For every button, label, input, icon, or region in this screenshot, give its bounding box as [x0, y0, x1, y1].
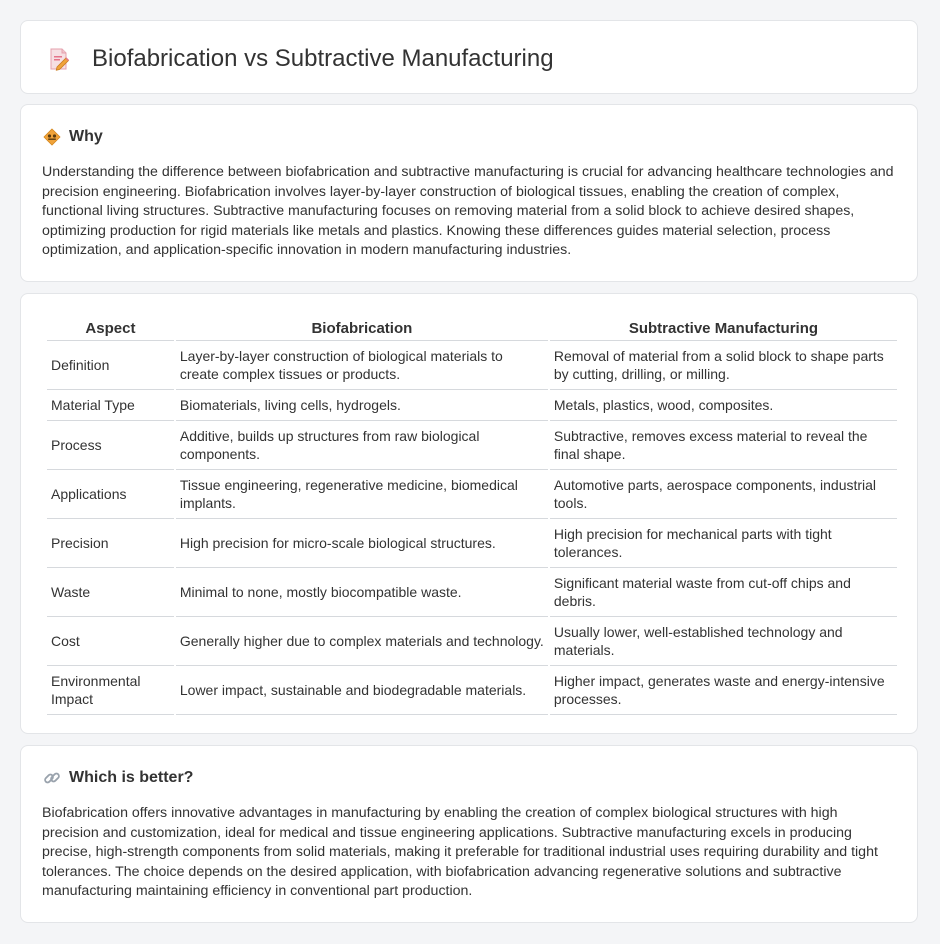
table-header-row: [47, 314, 897, 341]
table-row: [47, 341, 897, 390]
biofabrication-cell: Additive, builds up structures from raw biological components.: [176, 421, 548, 470]
better-heading-label: Which is better?: [69, 769, 194, 786]
biofabrication-cell: Generally higher due to complex materials and technology.: [176, 617, 548, 666]
header-subtractive: Subtractive Manufacturing: [550, 314, 897, 341]
biofabrication-cell: High precision for micro-scale biological structures.: [176, 519, 548, 568]
biofabrication-cell: Minimal to none, mostly biocompatible waste.: [176, 568, 548, 617]
aspect-cell: Waste: [47, 568, 174, 617]
why-heading: [43, 126, 103, 148]
table-row: [47, 421, 897, 470]
subtractive-cell: Removal of material from a solid block to shape parts by cutting, drilling, or milling.: [550, 341, 897, 390]
better-heading: [43, 767, 193, 789]
link-icon: [43, 769, 61, 787]
header-biofabrication: Biofabrication: [176, 314, 548, 341]
why-section: [20, 104, 918, 282]
diamond-sign-icon: [43, 128, 61, 146]
subtractive-cell: Higher impact, generates waste and energy-intensive processes.: [550, 666, 897, 715]
table-row: [47, 519, 897, 568]
header-aspect: Aspect: [47, 314, 174, 341]
better-text: Biofabrication offers innovative advantages in manufacturing by enabling the creation of complex biological structures with high precision and customization, ideal for medical and tissue engineering applications. Subtractive manufacturing excels in producing precise, high-strength components from solid materials, making it preferable for traditional industrial uses requiring durability and tight tolerances. The choice depends on the desired application, with biofabrication advancing regenerative solutions and subtractive manufacturing maintaining efficiency in conventional part production.: [42, 805, 878, 900]
comparison-table: [45, 314, 899, 715]
biofabrication-cell: Tissue engineering, regenerative medicine, biomedical implants.: [176, 470, 548, 519]
subtractive-cell: Usually lower, well-established technology and materials.: [550, 617, 897, 666]
why-text: Understanding the difference between biofabrication and subtractive manufacturing is crucial for advancing healthcare technologies and precision engineering. Biofabrication involves layer-by-layer construction of biological tissues, enabling the creation of complex, functional living structures. Subtractive manufacturing focuses on removing material from a solid block to achieve desired shapes, optimizing production for rigid materials like metals and plastics. Knowing these differences guides material selection, process optimization, and application-specific innovation in modern manufacturing industries.: [42, 164, 894, 259]
title-card: [20, 20, 918, 94]
biofabrication-cell: Biomaterials, living cells, hydrogels.: [176, 390, 548, 421]
biofabrication-cell: Lower impact, sustainable and biodegradable materials.: [176, 666, 548, 715]
aspect-cell: Environmental Impact: [47, 666, 174, 715]
which-is-better-section: [20, 745, 918, 923]
document-pencil-icon: [48, 47, 70, 71]
aspect-cell: Material Type: [47, 390, 174, 421]
aspect-cell: Precision: [47, 519, 174, 568]
table-row: [47, 666, 897, 715]
subtractive-cell: High precision for mechanical parts with tight tolerances.: [550, 519, 897, 568]
aspect-cell: Cost: [47, 617, 174, 666]
subtractive-cell: Significant material waste from cut-off chips and debris.: [550, 568, 897, 617]
aspect-cell: Applications: [47, 470, 174, 519]
biofabrication-cell: Layer-by-layer construction of biological materials to create complex tissues or products.: [176, 341, 548, 390]
table-row: [47, 617, 897, 666]
subtractive-cell: Subtractive, removes excess material to reveal the final shape.: [550, 421, 897, 470]
page-title: Biofabrication vs Subtractive Manufacturing: [92, 45, 554, 72]
table-row: [47, 470, 897, 519]
aspect-cell: Process: [47, 421, 174, 470]
table-row: [47, 390, 897, 421]
comparison-table-card: [20, 293, 918, 734]
subtractive-cell: Metals, plastics, wood, composites.: [550, 390, 897, 421]
why-heading-label: Why: [69, 128, 103, 145]
subtractive-cell: Automotive parts, aerospace components, industrial tools.: [550, 470, 897, 519]
aspect-cell: Definition: [47, 341, 174, 390]
table-row: [47, 568, 897, 617]
